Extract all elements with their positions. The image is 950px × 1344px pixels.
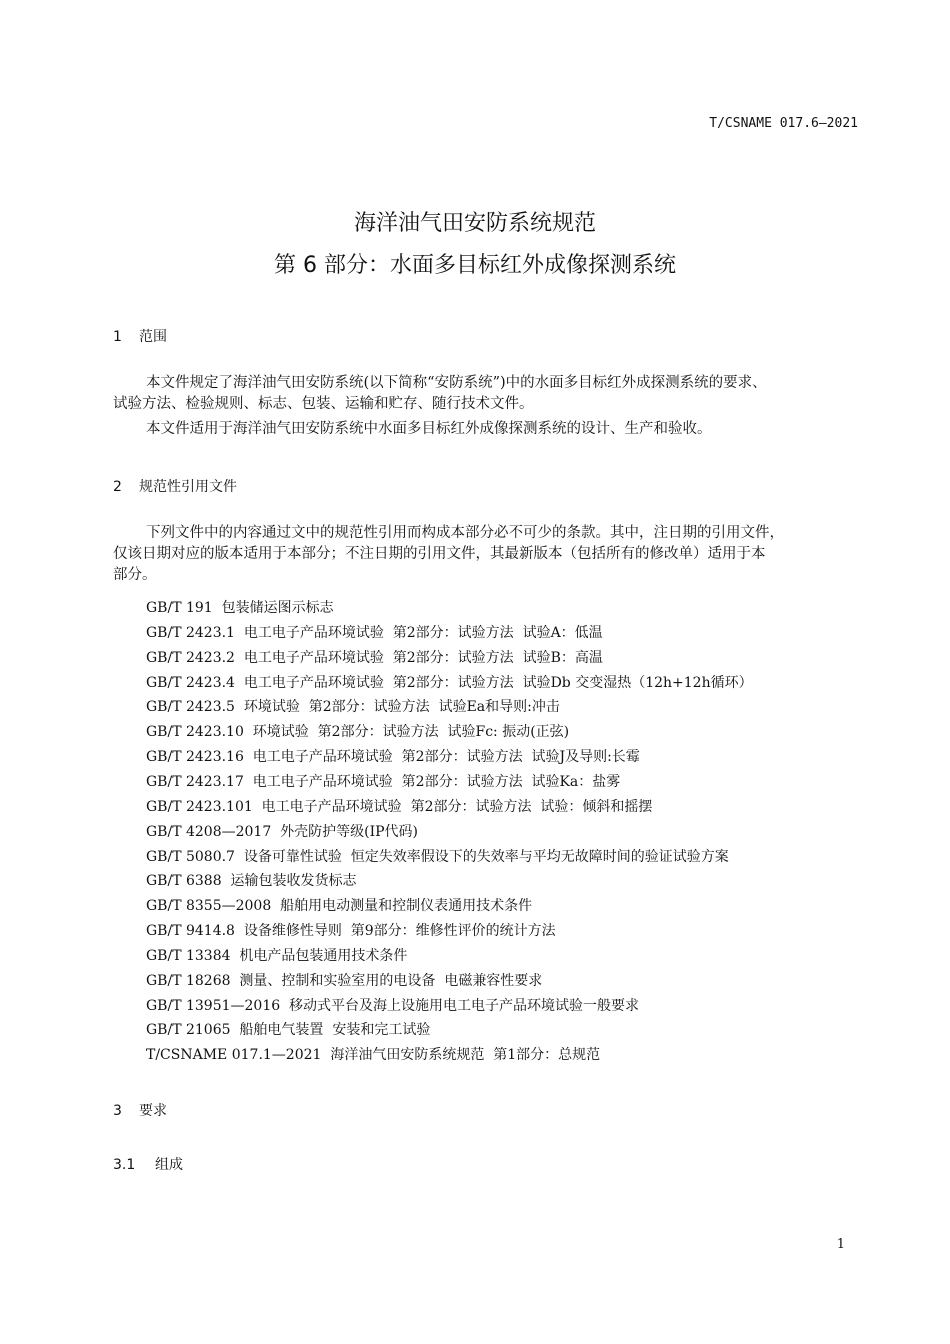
scope-line-1: 本文件规定了海洋油气田安防系统(以下简称“安防系统”)中的水面多目标红外成探测系统的要求、 [146, 375, 767, 391]
section-title: 规范性引用文件 [139, 479, 237, 495]
section-title: 范围 [139, 329, 167, 345]
reference-item: GB/T 13951—2016 移动式平台及海上设施用电工电子产品环境试验一般要求 [146, 997, 640, 1014]
scope-line-3: 本文件适用于海洋油气田安防系统中水面多目标红外成像探测系统的设计、生产和验收。 [146, 421, 712, 437]
section-3-1-heading [113, 1154, 183, 1174]
section-3-heading [113, 1100, 167, 1120]
reference-item: GB/T 2423.4 电工电子产品环境试验 第2部分：试验方法 试验Db 交变湿热（12h+12h循环） [146, 674, 753, 691]
reference-item: GB/T 2423.16 电工电子产品环境试验 第2部分：试验方法 试验J及导则:长霉 [146, 749, 640, 766]
scope-line-2: 试验方法、检验规则、标志、包装、运输和贮存、随行技术文件。 [113, 396, 534, 412]
intro-line-1: 下列文件中的内容通过文中的规范性引用而构成本部分必不可少的条款。其中，注日期的引用文件， [146, 525, 784, 541]
reference-item: GB/T 21065 船舶电气装置 安装和完工试验 [146, 1022, 431, 1039]
reference-item: GB/T 6388 运输包装收发货标志 [146, 873, 357, 890]
document-id: T/CSNAME 017.6—2021 [709, 116, 858, 131]
section-title: 要求 [139, 1103, 167, 1119]
scope-paragraph [113, 373, 767, 440]
document-subtitle: 第 6 部分：水面多目标红外成像探测系统 [274, 253, 676, 278]
reference-item: GB/T 2423.5 环境试验 第2部分：试验方法 试验Ea和导则:冲击 [146, 699, 560, 716]
reference-item: GB/T 9414.8 设备维修性导则 第9部分：维修性评价的统计方法 [146, 923, 556, 940]
normative-intro [113, 523, 784, 586]
section-2-heading [113, 476, 237, 496]
reference-item: GB/T 2423.1 电工电子产品环境试验 第2部分：试验方法 试验A：低温 [146, 624, 603, 641]
reference-item: GB/T 2423.10 环境试验 第2部分：试验方法 试验Fc: 振动(正弦) [146, 724, 570, 741]
intro-line-3: 部分。 [113, 567, 157, 583]
reference-item: GB/T 18268 测量、控制和实验室用的电设备 电磁兼容性要求 [146, 972, 543, 989]
section-number: 2 [113, 479, 122, 495]
reference-item: T/CSNAME 017.1—2021 海洋油气田安防系统规范 第1部分：总规范 [146, 1047, 601, 1064]
section-number: 3.1 [113, 1157, 136, 1173]
document-title: 海洋油气田安防系统规范 [353, 211, 596, 236]
reference-item: GB/T 191 包装储运图示标志 [146, 600, 334, 616]
reference-item: GB/T 5080.7 设备可靠性试验 恒定失效率假设下的失效率与平均无故障时间的验证试验方案 [146, 848, 729, 865]
reference-item: GB/T 2423.2 电工电子产品环境试验 第2部分：试验方法 试验B：高温 [146, 649, 603, 666]
page-number: 1 [836, 1237, 845, 1252]
reference-item: GB/T 4208—2017 外壳防护等级(IP代码) [146, 823, 419, 840]
reference-item: GB/T 2423.101 电工电子产品环境试验 第2部分：试验方法 试验：倾斜和摇摆 [146, 798, 653, 815]
reference-item: GB/T 8355—2008 船舶用电动测量和控制仪表通用技术条件 [146, 898, 533, 915]
section-number: 3 [113, 1103, 122, 1119]
section-title: 组成 [155, 1157, 183, 1173]
section-number: 1 [113, 329, 122, 345]
reference-item: GB/T 13384 机电产品包装通用技术条件 [146, 947, 408, 964]
section-1-heading [113, 326, 167, 346]
intro-line-2: 仅该日期对应的版本适用于本部分；不注日期的引用文件，其最新版本（包括所有的修改单）适用于本 [113, 546, 766, 562]
reference-item: GB/T 2423.17 电工电子产品环境试验 第2部分：试验方法 试验Ka：盐雾 [146, 773, 621, 790]
